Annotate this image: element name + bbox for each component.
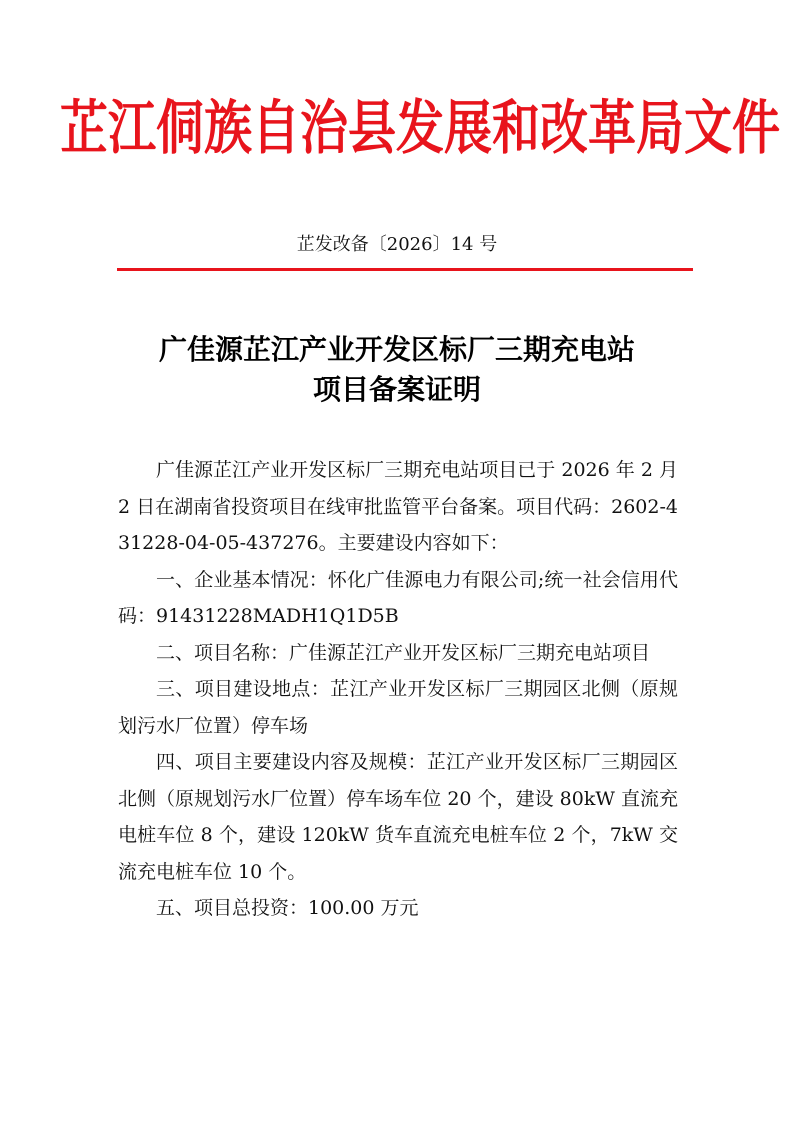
paragraph-enterprise-info: 一、企业基本情况：怀化广佳源电力有限公司;统一社会信用代码：91431228MADH1Q1D5B (118, 568, 678, 627)
paragraph-project-location: 三、项目建设地点：芷江产业开发区标厂三期园区北侧（原规划污水厂位置）停车场 (118, 678, 678, 737)
document-title-line-1: 广佳源芷江产业开发区标厂三期充电站 (158, 333, 635, 366)
paragraph-total-investment: 五、项目总投资：100.00 万元 (156, 897, 419, 919)
paragraph-construction-scope: 四、项目主要建设内容及规模：芷江产业开发区标厂三期园区北侧（原规划污水厂位置）停车场车位 20 个，建设 80kW 直流充电桩车位 8 个，建设 120kW 货车直流充电桩车位 2 个，7kW 交流充电桩车位 10 个。 (118, 751, 678, 883)
paragraph-intro: 广佳源芷江产业开发区标厂三期充电站项目已于 2026 年 2 月 2 日在湖南省投资项目在线审批监管平台备案。项目代码：2602-431228-04-05-437276。主要建设内容如下： (118, 459, 678, 554)
red-divider-line (117, 268, 693, 271)
document-number: 芷发改备〔2026〕14 号 (296, 234, 498, 255)
document-title-line-2: 项目备案证明 (312, 373, 481, 406)
paragraph-project-name: 二、项目名称：广佳源芷江产业开发区标厂三期充电站项目 (156, 641, 651, 664)
document-body (118, 452, 678, 927)
masthead-title: 芷江侗族自治县发展和改革局文件 (60, 94, 781, 163)
